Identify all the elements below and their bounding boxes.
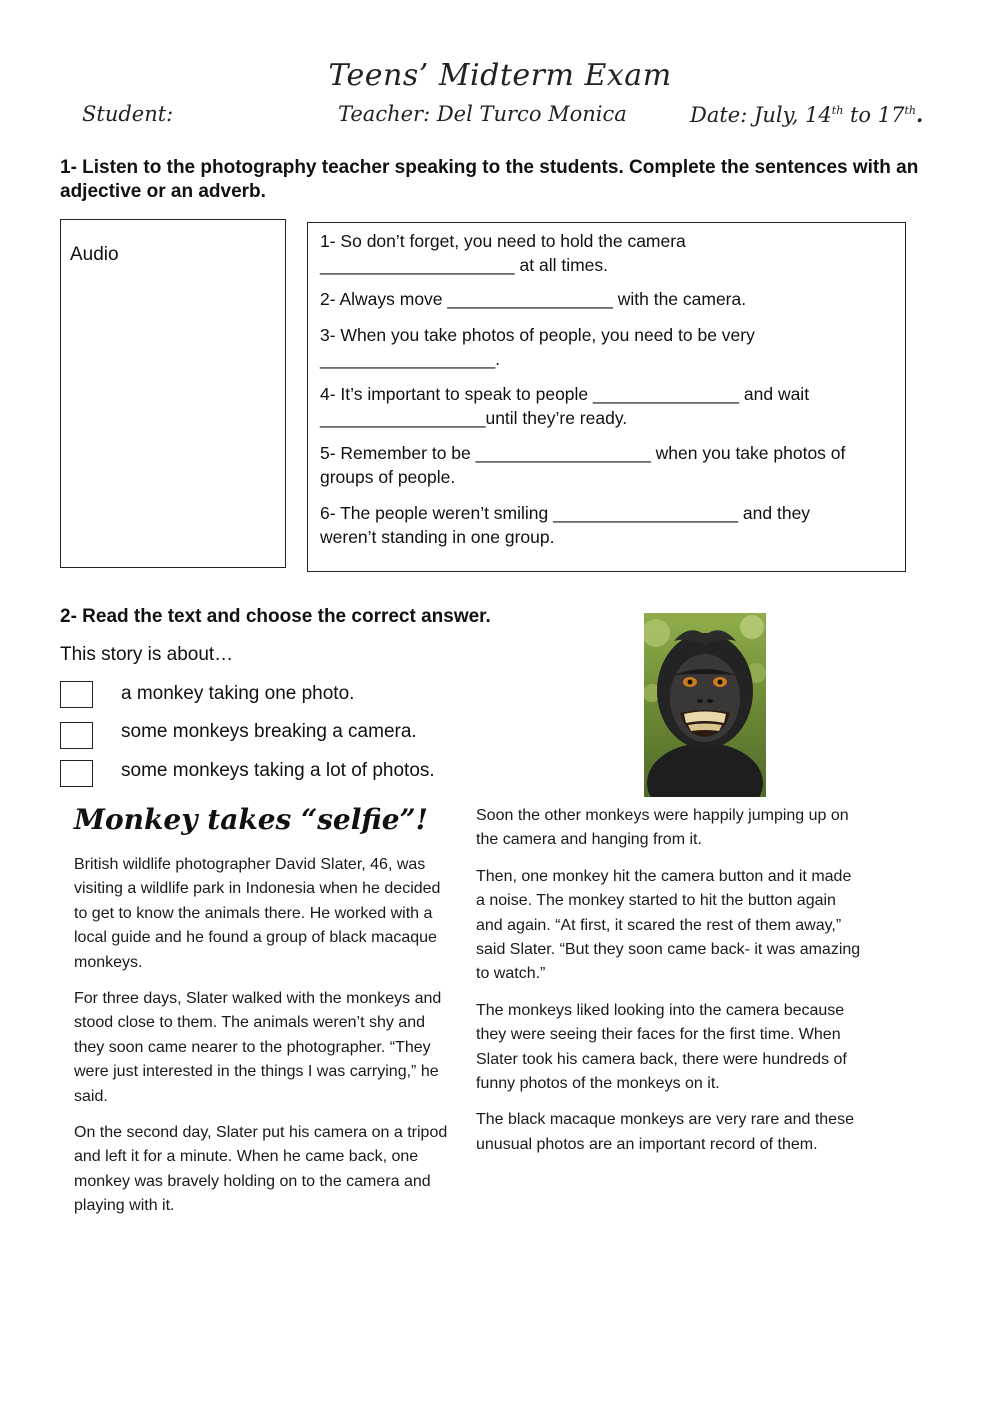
option-2-checkbox[interactable] [60, 722, 93, 749]
option-1-checkbox[interactable] [60, 681, 93, 708]
option-1-label: a monkey taking one photo. [121, 683, 355, 704]
date-sup-start: th [831, 104, 844, 117]
article-right-column [476, 804, 861, 1169]
article-left-column [74, 853, 454, 1231]
date-sup-end: th [904, 104, 916, 117]
option-2-label: some monkeys breaking a camera. [121, 721, 417, 742]
article-paragraph: The monkeys liked looking into the camera because they were seeing their faces for the first time. When Slater took his camera back, there were hundreds of funny photos of the monkeys on it. [476, 1001, 847, 1093]
sentence-5-line2: groups of people. [320, 466, 456, 487]
article-paragraph: Soon the other monkeys were happily jumping up on the camera and hanging from it. [476, 807, 849, 849]
article-paragraph: For three days, Slater walked with the monkeys and stood close to them. The animals weren’t shy and they soon came nearer to the photographer. “They were just interested in the things I was carrying,” he said. [74, 990, 442, 1105]
sentence-4 [320, 383, 885, 430]
sentence-3 [320, 324, 885, 371]
article-paragraph: British wildlife photographer David Slater, 46, was visiting a wildlife park in Indonesia when he decided to get to know the animals there. He worked with a local guide and he found a group of black macaque monkeys. [74, 856, 441, 971]
question-text: This story is about… [60, 644, 234, 665]
sentence-1 [320, 230, 885, 277]
sentence-5 [320, 442, 885, 489]
sentence-2-line1: 2- Always move _________________ with the camera. [320, 289, 747, 309]
date-label [690, 102, 923, 127]
article-paragraph: On the second day, Slater put his camera on a tripod and left it for a minute. When he came back, one monkey was bravely holding on to the camera and playing with it. [74, 1124, 448, 1215]
option-3-label: some monkeys taking a lot of photos. [121, 760, 435, 781]
sentence-4-line1: 4- It’s important to speak to people _______________ and wait [320, 384, 810, 404]
sentence-6 [320, 502, 885, 549]
student-label: Student: [82, 102, 174, 126]
sentence-3-line2: __________________. [320, 348, 501, 369]
sentence-1-line1: 1- So don’t forget, you need to hold the camera [320, 231, 686, 251]
audio-box[interactable] [60, 219, 286, 568]
section1-heading: 1- Listen to the photography teacher speaking to the students. Complete the sentences with an adjective or an adverb. [60, 157, 919, 202]
sentence-6-line1: 6- The people weren’t smiling ___________________ and they [320, 503, 811, 523]
sentences-box [307, 222, 906, 572]
sentence-1-line2: ____________________ at all times. [320, 254, 609, 275]
option-3-checkbox[interactable] [60, 760, 93, 787]
date-prefix: Date: July, 14 [690, 103, 832, 127]
article-title: Monkey takes “selfie”! [74, 803, 428, 836]
audio-label: Audio [70, 244, 119, 265]
article-paragraph: Then, one monkey hit the camera button and it made a noise. The monkey started to hit the button again and again. “At first, it scared the rest of them away,” said Slater. “But they soon came back- it was amazing to watch.” [476, 867, 861, 983]
teacher-label: Teacher: Del Turco Monica [338, 102, 627, 126]
sentence-2 [320, 288, 885, 312]
section2-heading: 2- Read the text and choose the correct answer. [60, 606, 491, 627]
date-middle: to 17 [843, 103, 905, 127]
sentence-6-line2: weren’t standing in one group. [320, 526, 555, 547]
monkey-photo-icon [644, 613, 766, 797]
date-end: . [915, 102, 924, 127]
sentence-5-line1: 5- Remember to be __________________ when you take photos of [320, 443, 846, 463]
sentence-4-line2: _________________until they’re ready. [320, 407, 628, 428]
sentence-3-line1: 3- When you take photos of people, you need to be very [320, 325, 755, 345]
exam-title: Teens’ Midterm Exam [328, 58, 672, 93]
article-paragraph: The black macaque monkeys are very rare and these unusual photos are an important record of them. [476, 1111, 854, 1153]
